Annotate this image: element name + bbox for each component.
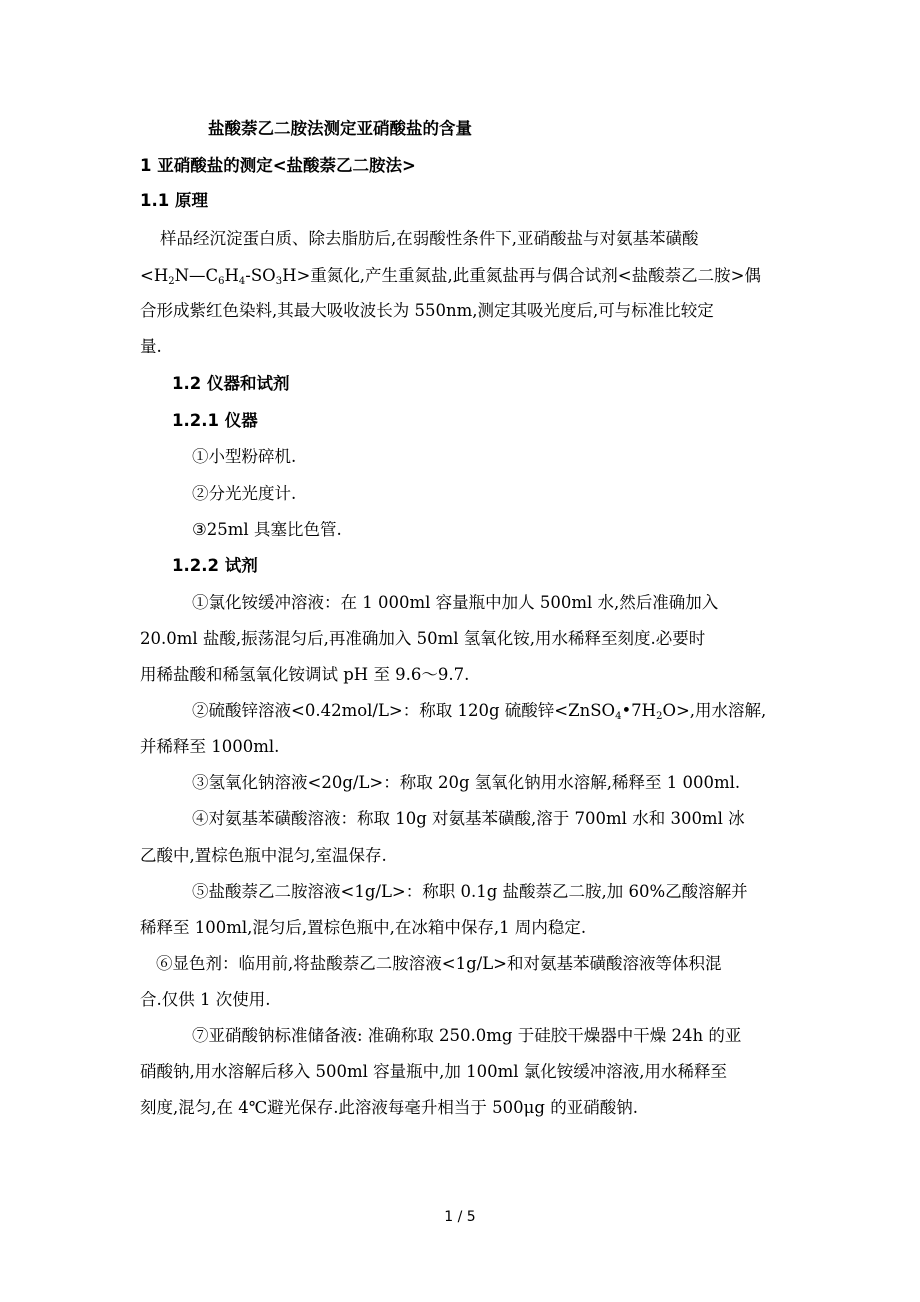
reagent-1-line-1: ①氯化铵缓冲溶液：在 1 000ml 容量瓶中加人 500ml 水,然后准确加入	[192, 593, 719, 612]
reagent-7-line-2: 硝酸钠,用水溶解后移入 500ml 容量瓶中,加 100ml 氯化铵缓冲溶液,用水稀释至	[140, 1062, 728, 1081]
formula-subscript: 6	[218, 276, 225, 287]
formula-subscript: 2	[656, 711, 663, 722]
reagent-3-line-1: ③氢氧化钠溶液<20g/L>：称取 20g 氢氧化钠用水溶解,稀释至 1 000ml.	[192, 773, 741, 792]
reagent-text: O>,用水溶解,	[662, 701, 767, 720]
formula-subscript: 4	[238, 276, 246, 287]
principle-line-2	[140, 265, 761, 293]
formula-subscript: 3	[275, 276, 283, 287]
section-heading-1-2-1: 1.2.1 仪器	[172, 411, 258, 430]
reagent-2-line-2: 并稀释至 1000ml.	[140, 737, 280, 756]
reagent-1-line-3: 用稀盐酸和稀氢氧化铵调试 pH 至 9.6～9.7.	[140, 665, 470, 684]
formula-subscript: 4	[615, 711, 622, 722]
section-heading-1-2-2: 1.2.2 试剂	[172, 556, 258, 575]
reagent-6-line-2: 合.仅供 1 次使用.	[140, 990, 271, 1009]
reagent-4-line-1: ④对氨基苯磺酸溶液：称取 10g 对氨基苯磺酸,溶于 700ml 水和 300ml 冰	[192, 809, 745, 828]
reagent-7-line-1: ⑦亚硝酸钠标准储备液: 准确称取 250.0mg 于硅胶干燥器中干燥 24h 的亚	[192, 1026, 742, 1045]
reagent-1-line-2: 20.0ml 盐酸,振荡混匀后,再准确加入 50ml 氢氧化铵,用水稀释至刻度.必要时	[140, 629, 706, 648]
formula-part: H>重氮化,产生重氮盐,此重氮盐再与偶合试剂<盐酸萘乙二胺>偶	[282, 266, 761, 285]
formula-subscript: 2	[168, 276, 175, 287]
principle-line-3: 合形成紫红色染料,其最大吸收波长为 550nm,测定其吸光度后,可与标准比较定	[140, 301, 714, 320]
instrument-item: ①小型粉碎机.	[192, 447, 297, 466]
principle-line-4: 量.	[140, 337, 162, 356]
reagent-5-line-1: ⑤盐酸萘乙二胺溶液<1g/L>：称职 0.1g 盐酸萘乙二胺,加 60%乙酸溶解并	[192, 882, 748, 901]
formula-part: N—C	[174, 266, 219, 285]
instrument-item: ③25ml 具塞比色管.	[192, 520, 342, 539]
section-heading-1-2: 1.2 仪器和试剂	[172, 374, 290, 393]
section-heading-1-1: 1.1 原理	[140, 191, 208, 210]
reagent-5-line-2: 稀释至 100ml,混匀后,置棕色瓶中,在冰箱中保存,1 周内稳定.	[140, 918, 587, 937]
formula-part: -SO	[245, 266, 276, 285]
reagent-text: ②硫酸锌溶液<0.42mol/L>：称取 120g 硫酸锌<ZnSO	[192, 701, 616, 720]
reagent-2-line-1	[192, 700, 766, 728]
reagent-7-line-3: 刻度,混匀,在 4℃避光保存.此溶液每毫升相当于 500μg 的亚硝酸钠.	[140, 1098, 638, 1117]
section-heading-1: 1 亚硝酸盐的测定<盐酸萘乙二胺法>	[140, 156, 416, 175]
reagent-text: •7H	[621, 701, 657, 720]
formula-part: H	[224, 266, 239, 285]
reagent-4-line-2: 乙酸中,置棕色瓶中混匀,室温保存.	[140, 846, 387, 865]
formula-part: <H	[140, 266, 169, 285]
reagent-6-line-1: ⑥显色剂：临用前,将盐酸萘乙二胺溶液<1g/L>和对氨基苯磺酸溶液等体积混	[156, 954, 722, 973]
instrument-item: ②分光光度计.	[192, 484, 297, 503]
page-number: 1 / 5	[444, 1209, 476, 1225]
principle-line-1: 样品经沉淀蛋白质、除去脂肪后,在弱酸性条件下,亚硝酸盐与对氨基苯磺酸	[160, 229, 699, 248]
document-title: 盐酸萘乙二胺法测定亚硝酸盐的含量	[208, 119, 472, 138]
